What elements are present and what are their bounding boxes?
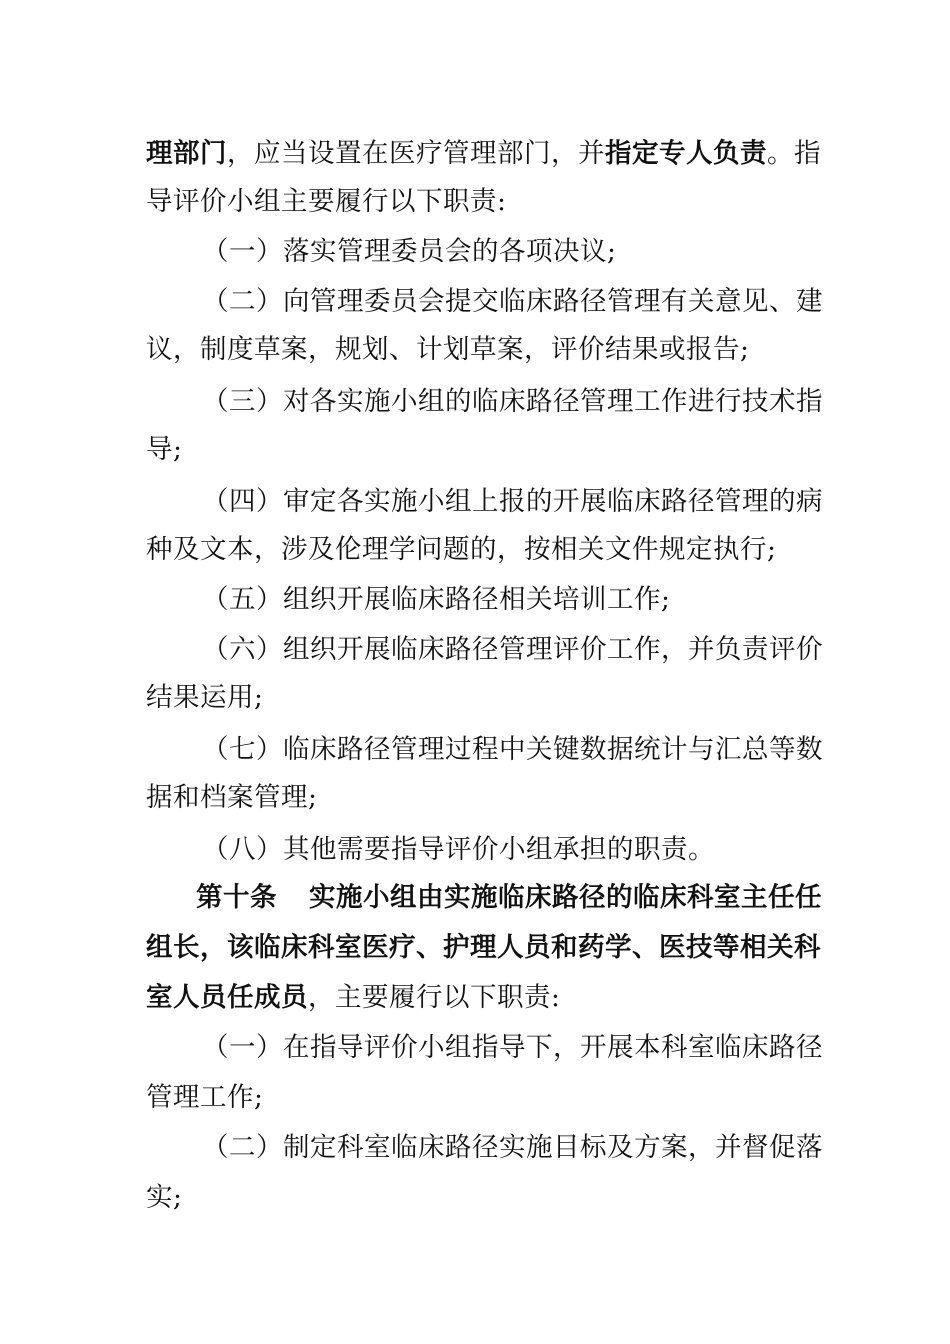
list-item-1: （一）在指导评价小组指导下，开展本科室临床路径 [202,1032,823,1063]
list-item-3: （三）对各实施小组的临床路径管理工作进行技术指 [202,386,823,417]
article-heading-line [196,878,856,918]
list-item-6: （六）组织开展临床路径管理评价工作，并负责评价 [202,634,823,665]
paragraph-line: 议，制度草案，规划、计划草案，评价结果或报告; [146,334,750,365]
list-item-7: （七）临床路径管理过程中关键数据统计与汇总等数 [202,734,823,765]
paragraph-line [146,978,806,1018]
list-item-4: （四）审定各实施小组上报的开展临床路径管理的病 [202,486,823,517]
list-item-1: （一）落实管理委员会的各项决议; [202,236,617,267]
bold-text: 室人员任成员 [146,982,308,1013]
paragraph-line: 种及文本，涉及伦理学问题的，按相关文件规定执行; [146,534,777,565]
bold-text: 实施小组由实施临床路径的临床科室主任任 [309,882,822,913]
article-number: 第十条 [196,882,277,913]
list-item-8: （八）其他需要指导评价小组承担的职责。 [202,834,715,865]
body-text: ，应当设置在医疗管理部门，并 [227,138,605,169]
paragraph-line: 管理工作; [146,1082,264,1113]
paragraph-line: 导; [146,434,183,465]
paragraph-line: 结果运用; [146,682,264,713]
body-text: ，主要履行以下职责: [308,982,561,1013]
bold-text: 指定专人负责 [605,138,767,169]
list-item-2: （二）向管理委员会提交临床路径管理有关意见、建 [202,286,823,317]
paragraph-line: 导评价小组主要履行以下职责: [146,186,507,217]
paragraph-line: 实; [146,1182,183,1213]
list-item-2: （二）制定科室临床路径实施目标及方案，并督促落 [202,1132,823,1163]
body-text: 。指 [767,138,821,169]
paragraph-line: 据和档案管理; [146,782,318,813]
list-item-5: （五）组织开展临床路径相关培训工作; [202,584,671,615]
paragraph-line [146,134,821,174]
bold-text: 理部门 [146,138,227,169]
bold-paragraph-line: 组长，该临床科室医疗、护理人员和药学、医技等相关科 [146,932,821,963]
